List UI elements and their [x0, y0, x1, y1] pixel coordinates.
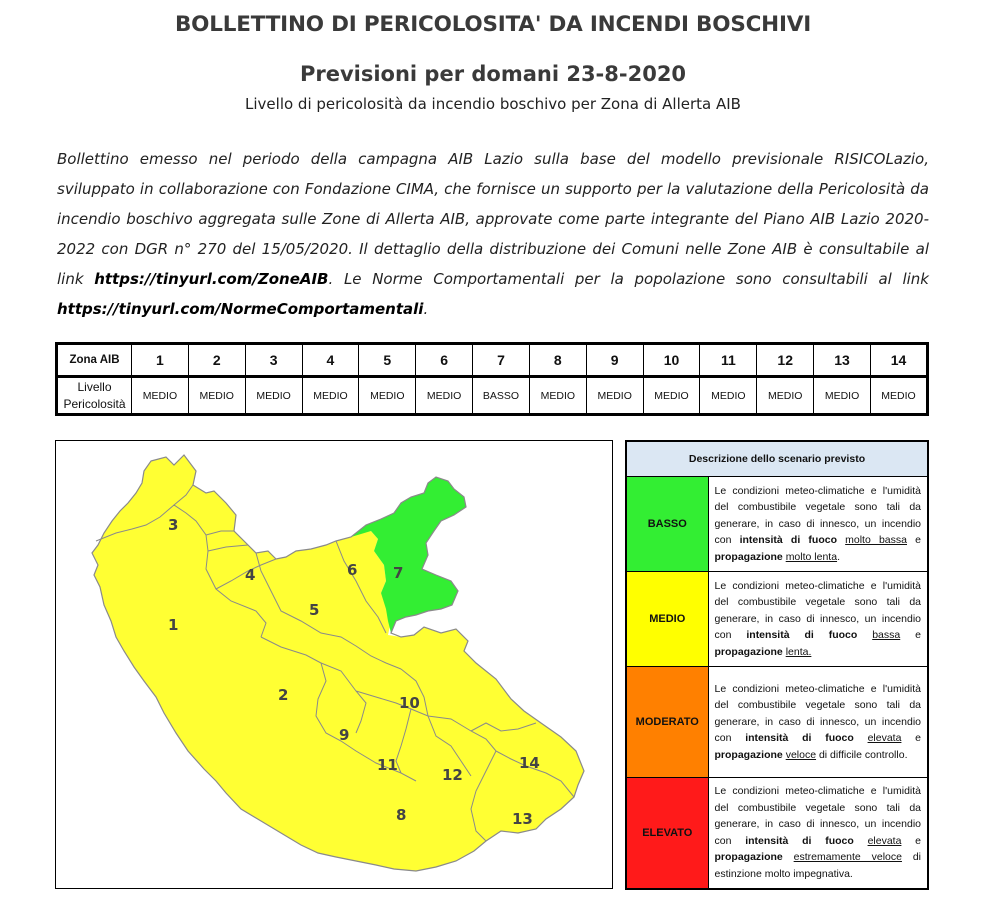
- zone-id-cell: 2: [188, 344, 245, 377]
- intro-text-1: Bollettino emesso nel periodo della campagna AIB Lazio sulla base del modello previsionale RISICOLazio, sviluppato in collaborazione con Fondazione CIMA, che fornisce un supporto per la valutazione della Pericolosità da incendio boschivo aggregata sulle Zone di Allerta AIB, approvate come parte integrante del Piano AIB Lazio 2020-2022 con DGR n° 270 del 15/05/2020. Il dettaglio della distribuzione dei Comuni nelle Zone AIB è consultabile al link: [57, 150, 929, 288]
- legend-level-basso: BASSO: [626, 477, 708, 572]
- lazio-zone-map: [55, 440, 613, 889]
- propagation-value: veloce: [785, 748, 817, 761]
- zone-id-cell: 10: [643, 344, 700, 377]
- intensity-value: elevata: [867, 834, 902, 847]
- legend-desc-medio: [708, 572, 928, 667]
- map-region-medio: [92, 455, 584, 871]
- map-label-zone-9: 9: [339, 726, 350, 744]
- tail-text: di estinzione molto impegnativa.: [714, 851, 922, 880]
- level-cell: MEDIO: [700, 377, 757, 415]
- level-cell: MEDIO: [132, 377, 189, 415]
- map-label-zone-1: 1: [168, 616, 179, 634]
- propagation-value: molto lenta: [785, 550, 838, 563]
- bulletin-title: BOLLETTINO DI PERICOLOSITA' DA INCENDI BOSCHIVI: [174, 12, 812, 37]
- zone-level-table: [55, 342, 929, 416]
- zone-aib-header: Zona AIB: [57, 344, 132, 377]
- legend-level-moderato: MODERATO: [626, 667, 708, 778]
- propagation-label: propagazione: [714, 748, 783, 761]
- level-cell: MEDIO: [416, 377, 473, 415]
- intensity-label: intensità di fuoco: [746, 629, 858, 642]
- legend-header: Descrizione dello scenario previsto: [626, 441, 928, 477]
- zone-aib-link[interactable]: https://tinyurl.com/ZoneAIB: [94, 270, 329, 288]
- map-label-zone-6: 6: [347, 561, 358, 579]
- zone-id-cell: 7: [473, 344, 530, 377]
- legend-common-text: Le condizioni meteo-climatiche e l'umidità del combustibile vegetale sono tali da generare, in caso di innesco, un incendio con: [714, 484, 921, 547]
- legend-common-text: Le condizioni meteo-climatiche e l'umidità del combustibile vegetale sono tali da generare, in caso di innesco, un incendio con: [714, 579, 921, 642]
- tail-text: di difficile controllo.: [816, 748, 908, 761]
- legend-common-text: Le condizioni meteo-climatiche e l'umidità del combustibile vegetale sono tali da generare, in caso di innesco, un incendio con: [714, 682, 921, 745]
- intensity-value: bassa: [872, 629, 901, 642]
- legend-common-text: Le condizioni meteo-climatiche e l'umidità del combustibile vegetale sono tali da generare, in caso di innesco, un incendio con: [714, 785, 921, 847]
- forecast-date-heading: Previsioni per domani 23-8-2020: [299, 62, 687, 86]
- map-label-zone-12: 12: [442, 766, 463, 784]
- joiner-text: e: [901, 732, 922, 745]
- joiner-text: e: [901, 834, 922, 847]
- level-cell: MEDIO: [814, 377, 871, 415]
- zone-id-cell: 11: [700, 344, 757, 377]
- level-cell: MEDIO: [359, 377, 416, 415]
- zone-id-cell: 14: [870, 344, 927, 377]
- legend-level-medio: MEDIO: [626, 572, 708, 667]
- map-label-zone-13: 13: [512, 810, 533, 828]
- zone-id-cell: 9: [586, 344, 643, 377]
- map-label-zone-2: 2: [278, 686, 289, 704]
- zone-header-row: [57, 344, 928, 377]
- scenario-legend-table: [625, 440, 929, 890]
- level-cell: MEDIO: [529, 377, 586, 415]
- zone-id-cell: 12: [757, 344, 814, 377]
- map-label-zone-7: 7: [393, 564, 404, 582]
- intensity-label: intensità di fuoco: [745, 732, 854, 745]
- legend-row-medio: [626, 572, 928, 667]
- zone-id-cell: 3: [245, 344, 302, 377]
- intro-text-2: . Le Norme Comportamentali per la popolazione sono consultabili al link: [328, 270, 929, 288]
- level-cell: MEDIO: [188, 377, 245, 415]
- legend-row-basso: [626, 477, 928, 572]
- legend-row-elevato: [626, 778, 928, 889]
- map-label-zone-10: 10: [399, 694, 420, 712]
- map-label-zone-5: 5: [309, 601, 320, 619]
- intensity-label: intensità di fuoco: [745, 834, 854, 847]
- tail-text: .: [837, 550, 840, 563]
- map-label-zone-4: 4: [245, 566, 256, 584]
- zone-id-cell: 8: [529, 344, 586, 377]
- intensity-value: molto bassa: [845, 534, 907, 547]
- propagation-label: propagazione: [714, 645, 783, 658]
- propagation-value: lenta.: [785, 645, 812, 658]
- legend-desc-elevato: [708, 778, 928, 889]
- level-cell: MEDIO: [757, 377, 814, 415]
- zone-id-cell: 6: [416, 344, 473, 377]
- lazio-map-svg: [56, 441, 612, 888]
- intensity-value: elevata: [867, 732, 902, 745]
- norme-link[interactable]: https://tinyurl.com/NormeComportamentali: [57, 300, 424, 318]
- zone-id-cell: 4: [302, 344, 359, 377]
- legend-row-moderato: [626, 667, 928, 778]
- level-cell: BASSO: [473, 377, 530, 415]
- level-cell: MEDIO: [302, 377, 359, 415]
- legend-desc-basso: [708, 477, 928, 572]
- intensity-label: intensità di fuoco: [739, 534, 837, 547]
- propagation-value: estremamente veloce: [793, 851, 902, 864]
- joiner-text: e: [900, 629, 921, 642]
- level-cell: MEDIO: [870, 377, 927, 415]
- level-row: [57, 377, 928, 415]
- propagation-label: propagazione: [714, 550, 783, 563]
- level-cell: MEDIO: [245, 377, 302, 415]
- joiner-text: e: [907, 534, 921, 547]
- level-cell: MEDIO: [586, 377, 643, 415]
- intro-text-3: .: [423, 300, 429, 318]
- legend-desc-moderato: [708, 667, 928, 778]
- propagation-label: propagazione: [714, 851, 783, 864]
- level-cell: MEDIO: [643, 377, 700, 415]
- zone-id-cell: 13: [814, 344, 871, 377]
- level-row-header: Livello Pericolosità: [57, 377, 132, 415]
- map-label-zone-3: 3: [168, 516, 179, 534]
- zone-id-cell: 1: [132, 344, 189, 377]
- map-label-zone-14: 14: [519, 754, 540, 772]
- legend-level-elevato: ELEVATO: [626, 778, 708, 889]
- map-label-zone-11: 11: [377, 756, 398, 774]
- map-label-zone-8: 8: [396, 806, 407, 824]
- forecast-description: Livello di pericolosità da incendio boschivo per Zona di Allerta AIB: [245, 95, 741, 113]
- zone-id-cell: 5: [359, 344, 416, 377]
- intro-paragraph: [57, 144, 929, 324]
